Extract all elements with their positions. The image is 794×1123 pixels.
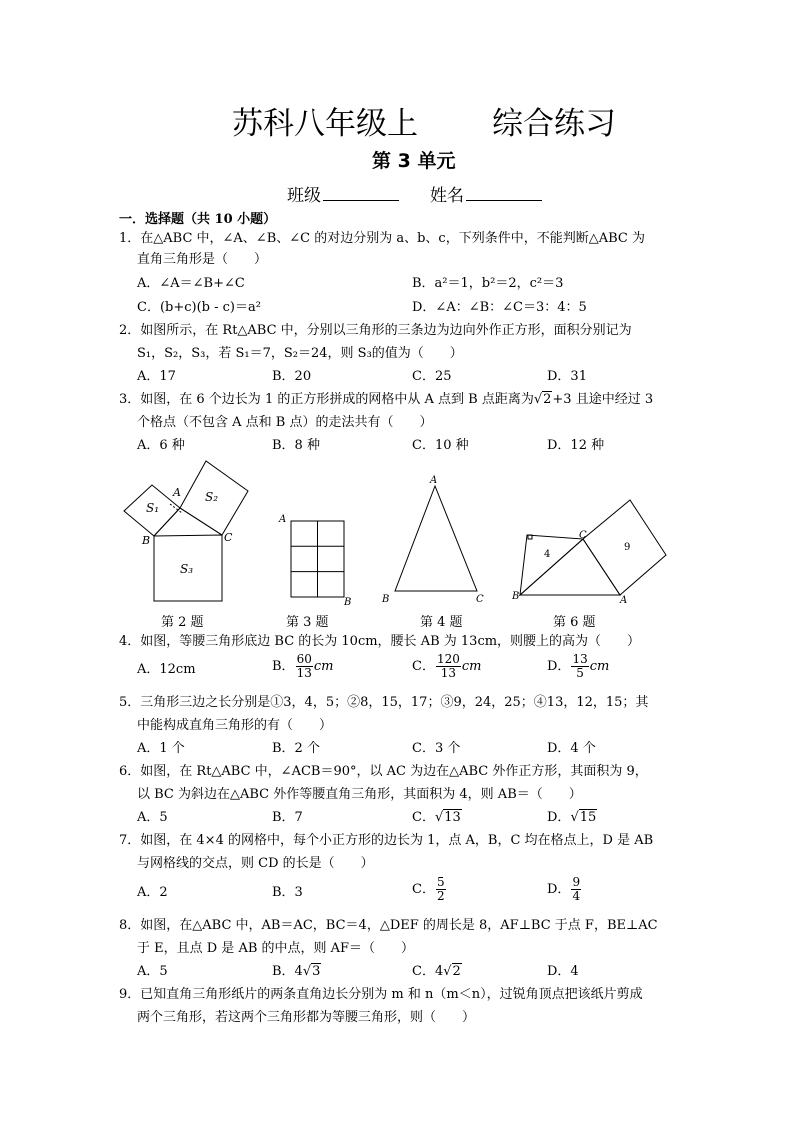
q3-text-b: +3 且途中经过 3 <box>552 392 654 407</box>
q3-option-c[interactable]: C．10 种 <box>412 438 469 453</box>
fig2-a-label: A <box>173 486 181 499</box>
q5-option-a[interactable]: A．1 个 <box>137 741 185 756</box>
q8-option-c[interactable]: C．4√2 <box>412 964 461 979</box>
caption-fig6: 第 6 题 <box>553 615 596 630</box>
name-blank[interactable] <box>466 186 542 201</box>
q9-line2: 两个三角形，若这两个三角形都为等腰三角形，则（ ） <box>137 1010 476 1025</box>
q1-option-a[interactable]: A．∠A＝∠B+∠C <box>137 276 245 291</box>
class-blank[interactable] <box>323 186 399 201</box>
q6-line1: 6．如图，在 Rt△ABC 中，∠ACB＝90°，以 AC 为边在△ABC 外作正方形，其面积为 9， <box>119 764 648 779</box>
q8-option-b[interactable]: B．4√3 <box>272 964 321 979</box>
name-label: 姓名 <box>430 186 464 206</box>
q5-line1: 5．三角形三边之长分别是①3，4，5；②8，15，17；③9，24，25；④13，12，15；其 <box>119 695 649 710</box>
q3-radicand: 2 <box>543 392 552 407</box>
q5-option-d[interactable]: D．4 个 <box>547 741 596 756</box>
name-field[interactable] <box>430 181 542 206</box>
q8-b-radicand: 3 <box>312 964 321 979</box>
q1-option-c[interactable]: C．(b+c)(b - c)＝a² <box>137 300 261 315</box>
q2-line1: 2．如图所示，在 Rt△ABC 中，分别以三角形的三条边为边向外作正方形，面积分别记为 <box>119 323 632 338</box>
q6-option-b[interactable]: B．7 <box>272 810 303 825</box>
class-field[interactable] <box>287 181 399 206</box>
q7-d-den: 4 <box>572 889 581 903</box>
q7-option-c[interactable] <box>412 876 447 903</box>
q3-text-a: 3．如图，在 6 个边长为 1 的正方形拼成的网格中从 A 点到 B 点距离为 <box>119 392 534 407</box>
q4-c-num: 120 <box>436 652 460 666</box>
q8-option-a[interactable]: A．5 <box>137 964 168 979</box>
q1-option-b[interactable]: B．a²＝1，b²＝2，c²＝3 <box>412 276 564 291</box>
fig2-c-label: C <box>224 531 233 544</box>
caption-fig2: 第 2 题 <box>161 615 204 630</box>
q4-b-prefix: B． <box>272 659 295 674</box>
figure-3 <box>291 521 344 597</box>
q3-option-a[interactable]: A．6 种 <box>137 438 185 453</box>
figure-4 <box>395 486 477 591</box>
q6-line2: 以 BC 为斜边在△ABC 外作等腰直角三角形，其面积为 4，则 AB＝（ ） <box>137 787 582 802</box>
q3-line1: 3．如图，在 6 个边长为 1 的正方形拼成的网格中从 A 点到 B 点距离为√2+3 且途中经过 3 <box>119 392 654 407</box>
figure-6 <box>520 500 666 595</box>
q1-line2: 直角三角形是（ ） <box>137 252 268 267</box>
q2-option-b[interactable]: B．20 <box>272 369 312 384</box>
figures-row <box>110 455 690 610</box>
q6-option-d[interactable]: D．√15 <box>547 810 597 825</box>
q4-c-den: 13 <box>440 666 457 680</box>
q2-option-c[interactable]: C．25 <box>412 369 452 384</box>
q3-line2: 个格点（不包含 A 点和 B 点）的走法共有（ ） <box>137 415 433 430</box>
q8-line1: 8．如图，在△ABC 中，AB＝AC，BC＝4，△DEF 的周长是 8，AF⊥BC 于点 F，BE⊥AC <box>119 918 658 933</box>
fig6-b-label: B <box>512 591 520 602</box>
fig6-a-label: A <box>620 595 628 606</box>
q4-d-den: 5 <box>576 666 584 680</box>
q4-b-num: 60 <box>296 652 312 666</box>
q4-d-unit: cm <box>589 659 610 674</box>
q4-c-unit: cm <box>461 659 482 674</box>
caption-fig3: 第 3 题 <box>286 615 329 630</box>
caption-fig4: 第 4 题 <box>420 615 463 630</box>
q5-option-b[interactable]: B．2 个 <box>272 741 320 756</box>
q3-option-d[interactable]: D．12 种 <box>547 438 605 453</box>
q4-line1: 4．如图，等腰三角形底边 BC 的长为 10cm，腰长 AB 为 13cm，则腰上的高为（ ） <box>119 634 641 649</box>
q8-line2: 于 E，且点 D 是 AB 的中点，则 AF＝（ ） <box>137 941 415 956</box>
fig6-area-right: 9 <box>624 542 631 553</box>
q7-c-num: 5 <box>436 875 445 889</box>
q9-line1: 9．已知直角三角形纸片的两条直角边长分别为 m 和 n（m＜n），过锐角顶点把该纸片剪成 <box>119 987 643 1002</box>
q7-c-den: 2 <box>436 889 445 903</box>
q7-d-num: 9 <box>572 875 581 889</box>
unit-label: 第 3 单元 <box>372 150 456 172</box>
q2-option-a[interactable]: A．17 <box>137 369 176 384</box>
q8-c-radicand: 2 <box>452 964 461 979</box>
fig6-area-left: 4 <box>544 549 551 560</box>
fig4-a-label: A <box>430 475 438 486</box>
fig3-a-label: A <box>279 514 287 525</box>
q7-line1: 7．如图，在 4×4 的网格中，每个小正方形的边长为 1，点 A，B，C 均在格点上，D 是 AB <box>119 833 654 848</box>
q4-option-a[interactable]: A．12cm <box>137 662 196 677</box>
page-title-left: 苏科八年级上 <box>232 106 418 142</box>
q6-d-radicand: 15 <box>579 810 597 825</box>
q3-option-b[interactable]: B．8 种 <box>272 438 320 453</box>
q2-line2: S₁，S₂，S₃，若 S₁＝7，S₂＝24，则 S₃的值为（ ） <box>137 346 463 361</box>
fig2-s2-label: S₂ <box>205 490 219 504</box>
q7-option-a[interactable]: A．2 <box>137 885 168 900</box>
q5-line2: 中能构成直角三角形的有（ ） <box>137 718 333 733</box>
q8-option-d[interactable]: D．4 <box>547 964 579 979</box>
fig4-c-label: C <box>476 594 484 605</box>
fig3-b-label: B <box>344 597 352 608</box>
q4-option-c[interactable] <box>412 653 481 680</box>
q4-b-den: 13 <box>296 666 312 680</box>
fig6-c-label: C <box>579 530 587 541</box>
q7-c-prefix: C． <box>412 882 435 897</box>
q4-b-unit: cm <box>313 659 334 674</box>
section-heading: 一．选择题（共 10 小题） <box>119 212 277 227</box>
q7-option-b[interactable]: B．3 <box>272 885 303 900</box>
q4-option-d[interactable] <box>547 653 609 680</box>
q2-option-d[interactable]: D．31 <box>547 369 587 384</box>
q7-d-prefix: D． <box>547 882 571 897</box>
fig2-b-label: B <box>142 534 151 547</box>
q4-option-b[interactable] <box>272 653 333 680</box>
class-label: 班级 <box>287 186 321 206</box>
q4-d-prefix: D． <box>547 659 571 674</box>
q6-option-c[interactable]: C．√13 <box>412 810 461 825</box>
q6-option-a[interactable]: A．5 <box>137 810 168 825</box>
q1-line1: 1．在△ABC 中，∠A、∠B、∠C 的对边分别为 a、b、c，下列条件中，不能判断△ABC 为 <box>119 231 645 246</box>
q8-b-prefix: B．4 <box>272 964 303 979</box>
q1-option-d[interactable]: D．∠A：∠B：∠C＝3：4：5 <box>412 300 587 315</box>
q4-c-prefix: C． <box>412 659 435 674</box>
fig2-s1-label: S₁ <box>146 501 160 515</box>
page-title-right: 综合练习 <box>492 106 616 142</box>
fig4-b-label: B <box>382 594 390 605</box>
q5-option-c[interactable]: C．3 个 <box>412 741 461 756</box>
q8-c-prefix: C．4 <box>412 964 444 979</box>
q6-c-prefix: C． <box>412 810 435 825</box>
q6-c-radicand: 13 <box>444 810 461 825</box>
q6-d-prefix: D． <box>547 810 571 825</box>
q7-option-d[interactable] <box>547 876 582 903</box>
q7-line2: 与网格线的交点，则 CD 的长是（ ） <box>137 856 374 871</box>
fig2-s3-label: S₃ <box>180 562 194 576</box>
q4-d-num: 13 <box>572 652 588 666</box>
